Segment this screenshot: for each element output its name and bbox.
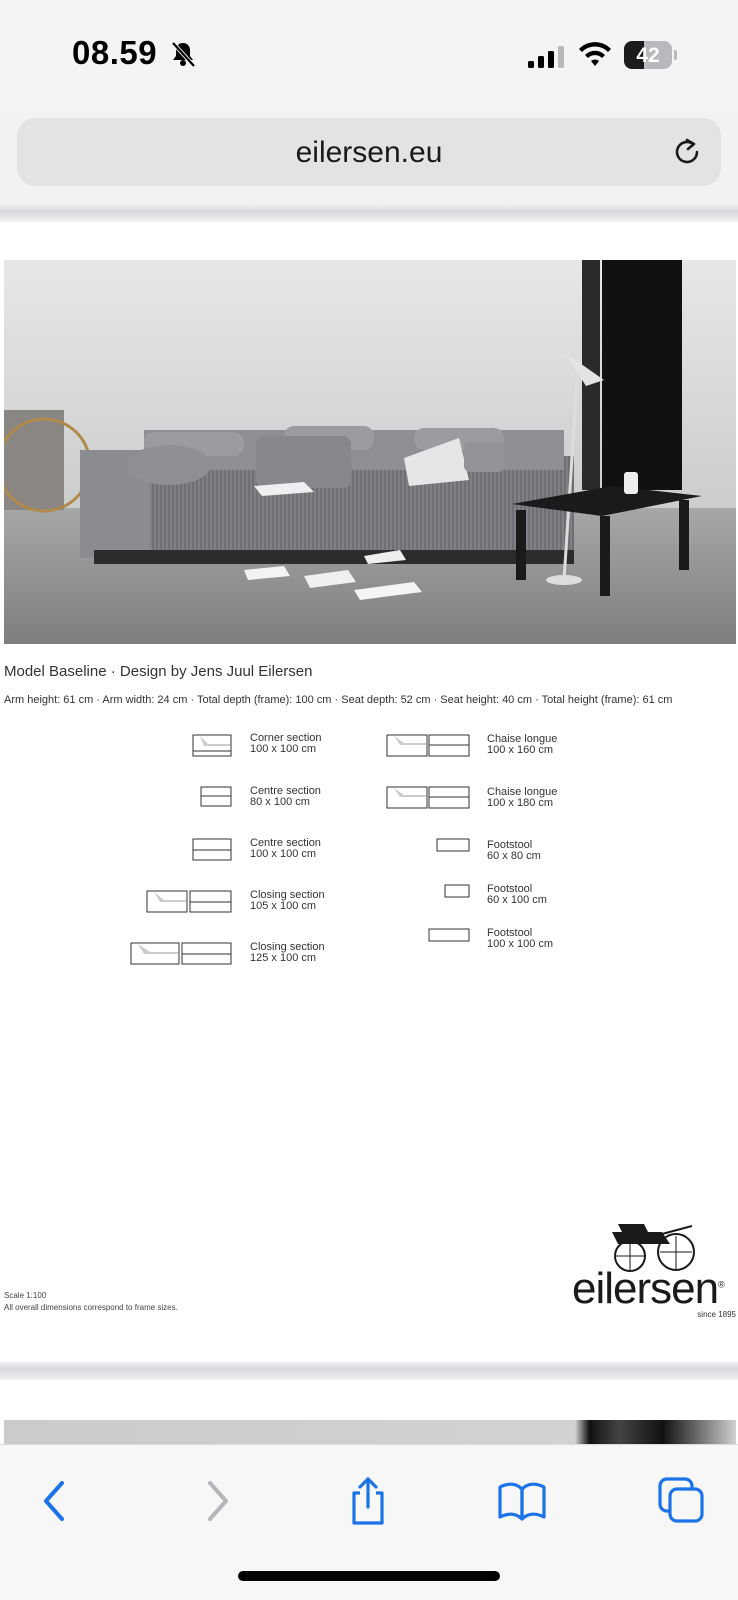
model-dimensions: Arm height: 61 cm · Arm width: 24 cm · Total depth (frame): 100 cm · Seat depth: 52 cm · Seat height: 40 cm · Total height (frame): 61 cm bbox=[4, 694, 673, 706]
url-text: eilersen.eu bbox=[295, 136, 443, 169]
module-size: 105 x 100 cm bbox=[250, 900, 317, 912]
module-size: 100 x 100 cm bbox=[487, 938, 554, 950]
footstool-icon bbox=[436, 838, 470, 854]
wifi-icon bbox=[578, 42, 612, 68]
logo-wordmark: eilersen® bbox=[572, 1264, 724, 1313]
clock: 08.59 bbox=[72, 34, 158, 71]
tabs-icon[interactable] bbox=[656, 1475, 708, 1527]
centre-section-icon bbox=[192, 838, 232, 862]
scale-note bbox=[4, 1290, 178, 1314]
eilersen-logo bbox=[572, 1212, 738, 1322]
footstool-icon bbox=[428, 928, 470, 944]
module-size: 80 x 100 cm bbox=[250, 796, 310, 808]
module-name: Centre section bbox=[250, 785, 321, 797]
next-pdf-page bbox=[0, 1380, 738, 1444]
module-name: Footstool bbox=[487, 883, 533, 895]
module-name: Footstool bbox=[487, 839, 533, 851]
address-bar[interactable] bbox=[17, 118, 721, 186]
page-separator bbox=[0, 1362, 738, 1380]
module-size: 100 x 160 cm bbox=[487, 744, 554, 756]
share-icon[interactable] bbox=[342, 1475, 394, 1527]
reload-icon[interactable] bbox=[669, 134, 705, 170]
module-name: Chaise longue bbox=[487, 733, 558, 745]
module-name: Chaise longue bbox=[487, 786, 558, 798]
status-bar bbox=[0, 0, 738, 110]
scale-text: Scale 1:100 bbox=[4, 1291, 47, 1300]
module-name: Corner section bbox=[250, 732, 322, 744]
page-separator bbox=[0, 204, 738, 222]
signal-icon bbox=[528, 46, 566, 68]
bell-slash-icon bbox=[170, 40, 196, 68]
scale-footnote: All overall dimensions correspond to frame sizes. bbox=[4, 1303, 178, 1312]
next-page-photo bbox=[4, 1420, 736, 1444]
home-indicator bbox=[238, 1571, 500, 1581]
pdf-page bbox=[0, 222, 738, 1362]
footstool-icon bbox=[444, 884, 470, 900]
module-name: Closing section bbox=[250, 889, 325, 901]
module-size: 100 x 100 cm bbox=[250, 848, 317, 860]
module-size: 60 x 80 cm bbox=[487, 850, 541, 862]
browser-toolbar bbox=[0, 1444, 738, 1600]
module-size: 100 x 180 cm bbox=[487, 797, 554, 809]
logo-since: since 1895 bbox=[697, 1310, 736, 1319]
sofa-photo bbox=[4, 260, 736, 644]
module-size: 100 x 100 cm bbox=[250, 743, 317, 755]
closing-section-icon bbox=[146, 890, 232, 914]
centre-section-icon bbox=[200, 786, 232, 808]
chevron-left-icon[interactable] bbox=[30, 1475, 82, 1527]
chaise-longue-icon bbox=[386, 786, 470, 810]
battery-level: 42 bbox=[636, 44, 660, 67]
module-size: 60 x 100 cm bbox=[487, 894, 547, 906]
module-size: 125 x 100 cm bbox=[250, 952, 317, 964]
model-title: Model Baseline · Design by Jens Juul Eilersen bbox=[4, 663, 313, 680]
module-name: Footstool bbox=[487, 927, 533, 939]
corner-section-icon bbox=[192, 734, 232, 758]
chevron-right-icon[interactable] bbox=[190, 1475, 242, 1527]
module-name: Closing section bbox=[250, 941, 325, 953]
closing-section-icon bbox=[130, 942, 232, 966]
module-name: Centre section bbox=[250, 837, 321, 849]
battery-icon bbox=[624, 41, 676, 69]
book-icon[interactable] bbox=[496, 1475, 548, 1527]
carriage-icon bbox=[572, 1212, 738, 1272]
chaise-longue-icon bbox=[386, 734, 470, 758]
